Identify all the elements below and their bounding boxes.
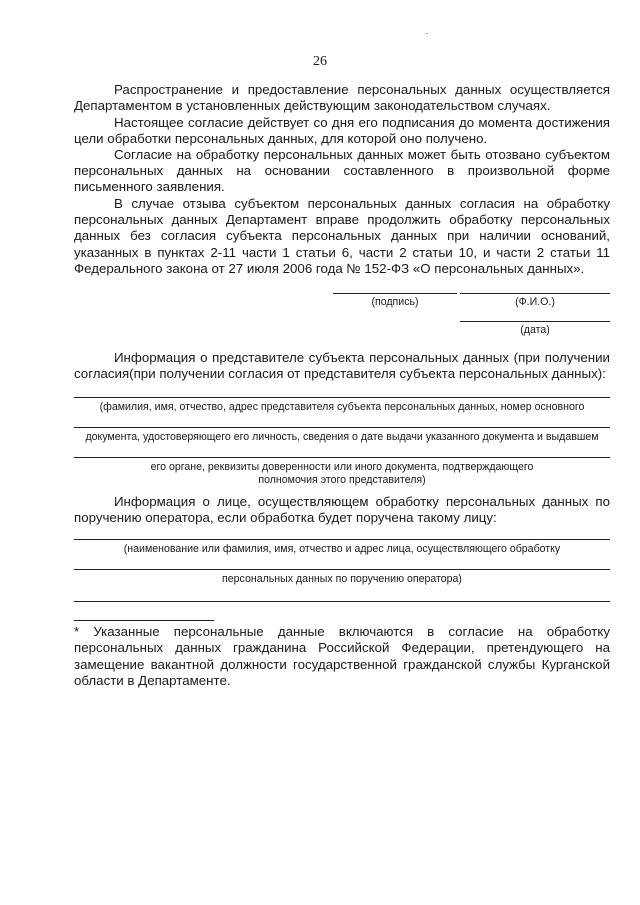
processor-line-3 (74, 601, 610, 602)
paragraph-validity (74, 115, 610, 147)
fio-caption: (Ф.И.О.) (515, 296, 555, 308)
paragraph-distribution (74, 82, 610, 114)
processor-line-1 (74, 539, 610, 540)
footnote-separator (74, 620, 214, 621)
representative-line-2 (74, 427, 610, 428)
processor-heading (74, 494, 610, 526)
representative-hint-3: его органе, реквизиты доверенности или иного документа, подтверждающего полномочия этого представителя) (150, 461, 534, 486)
date-caption: (дата) (520, 324, 550, 336)
scan-speck (426, 33, 428, 34)
paragraph-revocation (74, 147, 610, 196)
processor-line-2 (74, 569, 610, 570)
paragraph-validity-text: Настоящее согласие действует со дня его подписания до момента достижения цели обработки персональных данных, для которой оно получено. (74, 115, 610, 147)
paragraph-withdrawal-text: В случае отзыва субъектом персональных данных согласия на обработку персональных данных Департамент вправе продолжить обработку персональных данных без согласия субъекта персональных данных при наличии оснований, указанных в пунктах 2-11 части 1 статьи 6, части 2 статьи 10, и части 2 статьи 11 Федерального закона от 27 июля 2006 года № 152-ФЗ «О персональных данных». (74, 196, 610, 276)
processor-hint-1: (наименование или фамилия, имя, отчество и адрес лица, осуществляющего обработку (123, 543, 561, 555)
processor-hint-2: персональных данных по поручению оператора) (222, 573, 462, 585)
paragraph-withdrawal (74, 196, 610, 277)
paragraph-revocation-text: Согласие на обработку персональных данных может быть отозвано субъектом персональных данных на основании составленного в произвольной форме письменного заявления. (74, 147, 610, 195)
date-line (460, 321, 610, 322)
representative-hint-2: документа, удостоверяющего его личность, сведения о дате выдачи указанного документа и выдавшем (85, 431, 599, 443)
signature-line (333, 293, 457, 294)
page-number: 26 (313, 54, 327, 69)
footnote (74, 624, 610, 690)
representative-hint-1: (фамилия, имя, отчество, адрес представителя субъекта персональных данных, номер основного (99, 401, 585, 413)
fio-line (460, 293, 610, 294)
paragraph-distribution-text: Распространение и предоставление персональных данных осуществляется Департаментом в установленных действующим законодательством случаях. (74, 82, 610, 114)
representative-heading-text: Информация о представителе субъекта персональных данных (при получении согласия(при получении согласия от представителя субъекта персональных данных): (74, 350, 610, 382)
footnote-text: * Указанные персональные данные включаются в согласие на обработку персональных данных гражданина Российской Федерации, претендующего на замещение вакантной должности государственной гражданской службы Курганской области в Департаменте. (74, 624, 610, 689)
signature-caption: (подпись) (371, 296, 419, 308)
representative-heading (74, 350, 610, 382)
representative-line-1 (74, 397, 610, 398)
processor-heading-text: Информация о лице, осуществляющем обработку персональных данных по поручению оператора, если обработка будет поручена такому лицу: (74, 494, 610, 526)
representative-line-3 (74, 457, 610, 458)
